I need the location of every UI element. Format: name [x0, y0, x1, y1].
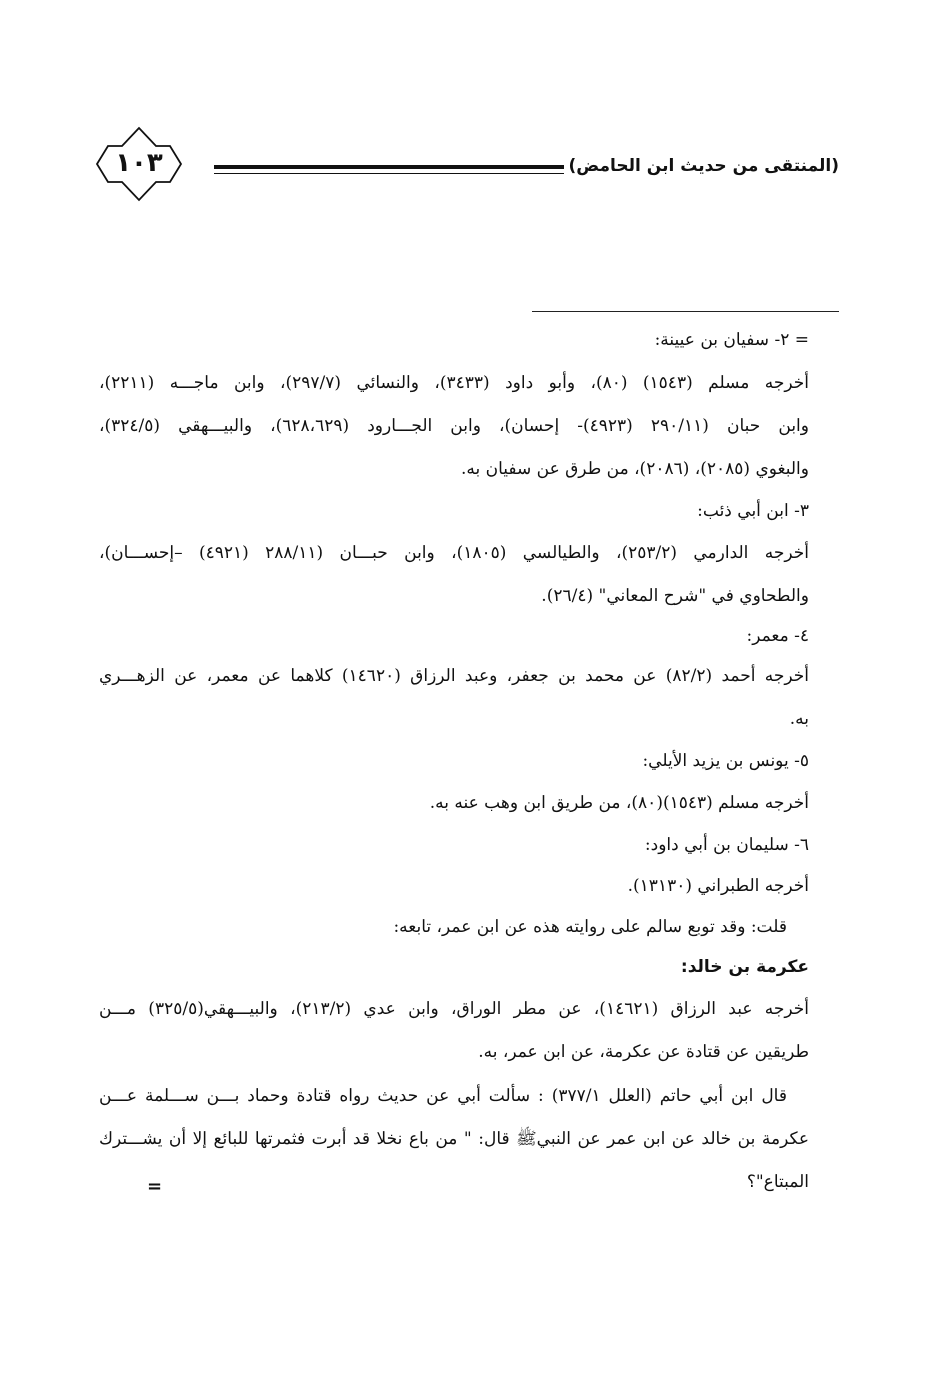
footnote-line: = ٢- سفيان بن عيينة: [654, 330, 809, 350]
footnote-line: به. [789, 709, 809, 729]
footnote-line: والبغوي (٢٠٨٥)، (٢٠٨٦)، من طرق عن سفيان به. [460, 459, 809, 479]
footnote-line: طريقين عن قتادة عن عكرمة، عن ابن عمر، به. [478, 1042, 809, 1062]
footnote-line: وابن حبان (٢٩٠/١١ (٤٩٢٣)- إحسان)، وابن الجـــارود (٦٢٨،٦٢٩)، والبيـــهقي (٣٢٤/٥)، [99, 416, 809, 436]
footnote-line: أخرجه الطبراني (١٣١٣٠). [627, 876, 809, 896]
footnote-line: عكرمة بن خالد عن ابن عمر عن النبيﷺ قال: " من باع نخلا قد أبرت فثمرتها للبائع إلا أن يشـــترك [99, 1129, 809, 1149]
running-header-title: (المنتقى من حديث ابن الحامض) [568, 156, 839, 176]
footnote-line: قلت: وقد توبع سالم على روايته هذه عن ابن عمر، تابعه: [393, 917, 787, 937]
page-number: ١٠٣ [115, 148, 163, 178]
footnote-line: أخرجه مسلم (١٥٤٣)(٨٠)، من طريق ابن وهب عنه به. [429, 793, 809, 813]
footnote-line: ٣- ابن أبي ذئب: [697, 501, 809, 521]
footnote-line: والطحاوي في "شرح المعاني" (٢٦/٤). [541, 586, 809, 606]
footnote-line: أخرجه أحمد (٨٢/٢) عن محمد بن جعفر، وعبد الرزاق (١٤٦٢٠) كلاهما عن معمر، عن الزهـــري [99, 666, 809, 686]
footnote-separator [532, 311, 839, 312]
continuation-mark: = [147, 1176, 163, 1197]
footnote-line: ٦- سليمان بن أبي داود: [644, 835, 809, 855]
footnote-line: ٥- يونس بن يزيد الأيلي: [642, 751, 809, 771]
footnote-line: قال ابن أبي حاتم (العلل ٣٧٧/١) : سألت أبي عن حديث رواه قتادة وحماد بـــن ســـلمة عـــن [99, 1086, 787, 1106]
footnote-line: أخرجه مسلم (١٥٤٣) (٨٠)، وأبو داود (٣٤٣٣)، والنسائي (٢٩٧/٧)، وابن ماجـــه (٢٢١١)، [99, 373, 810, 393]
footnote-line: أخرجه عبد الرزاق (١٤٦٢١)، عن مطر الوراق، وابن عدي (٢١٣/٢)، والبيـــهقي(٣٢٥/٥) مـــن [99, 999, 810, 1019]
footnote-subheading: عكرمة بن خالد: [680, 957, 809, 977]
footnote-line: ٤- معمر: [746, 626, 809, 646]
page-number-badge [92, 124, 186, 204]
header-double-rule [214, 165, 564, 174]
footnote-line: أخرجه الدارمي (٢٥٣/٢)، والطيالسي (١٨٠٥)، وابن حبـــان (٢٨٨/١١ (٤٩٢١) –إحســـان)، [99, 543, 809, 563]
footnote-line: المبتاع"؟ [746, 1172, 809, 1192]
